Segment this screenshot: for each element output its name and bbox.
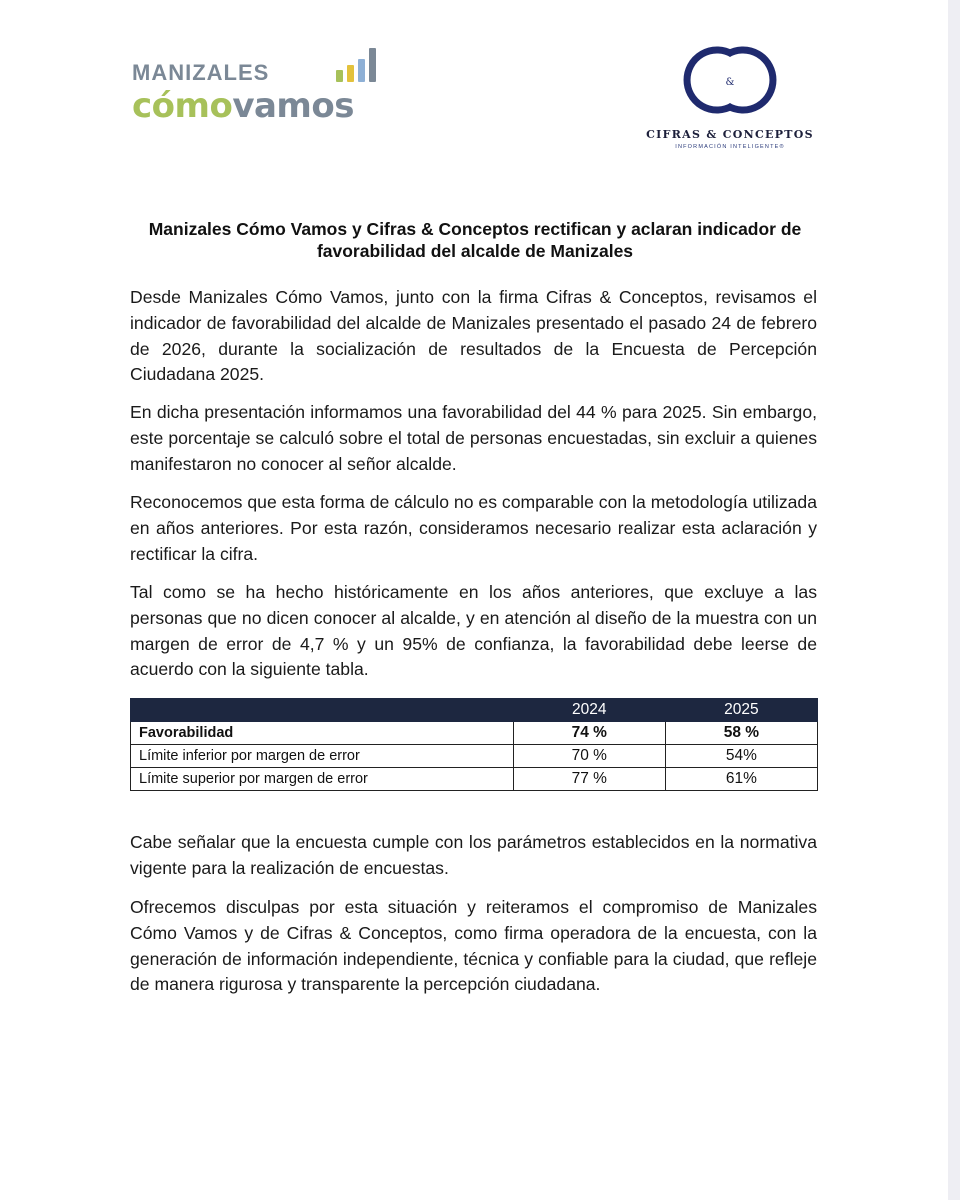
paragraph: Reconocemos que esta forma de cálculo no es comparable con la metodología utilizada en años anteriores. Por esta razón, consideramos necesario realizar esta aclaración y rectificar la cifra. [130, 492, 817, 564]
paragraph: Cabe señalar que la encuesta cumple con los parámetros establecidos en la normativa vigente para la realización de encuestas. [130, 832, 817, 878]
table-row [131, 722, 818, 745]
cell-2024: 70 % [513, 745, 665, 768]
document-title: Manizales Cómo Vamos y Cifras & Conceptos rectifican y aclaran indicador de favorabilidad del alcalde de Manizales [148, 219, 802, 261]
table-row [131, 768, 818, 791]
manizales-como-vamos-logo [132, 48, 392, 132]
cell-2024: 77 % [513, 768, 665, 791]
favorability-table [130, 698, 818, 791]
paragraph: Desde Manizales Cómo Vamos, junto con la firma Cifras & Conceptos, revisamos el indicador de favorabilidad del alcalde de Manizales presentado el pasado 24 de febrero de 2026, durante la socialización de resultados de la Encuesta de Percepción Ciudadana 2025. [130, 287, 817, 385]
row-label: Límite superior por margen de error [131, 768, 514, 791]
paragraph: En dicha presentación informamos una favorabilidad del 44 % para 2025. Sin embargo, este porcentaje se calculó sobre el total de personas encuestadas, sin excluir a quienes manifestaron no conocer al señor alcalde. [130, 402, 817, 474]
cifras-conceptos-logo [640, 36, 820, 156]
cc-brand-name: CIFRAS & CONCEPTOS [646, 128, 814, 141]
logo-como-vamos-text [132, 84, 354, 128]
column-header-2025: 2025 [665, 699, 817, 722]
table-row [131, 745, 818, 768]
logo-bar [369, 48, 376, 82]
logo-como-word: cómo [132, 86, 233, 126]
row-label: Favorabilidad [131, 722, 514, 745]
cc-tagline: INFORMACIÓN INTELIGENTE® [675, 144, 785, 150]
cell-2024: 74 % [513, 722, 665, 745]
paragraph: Tal como se ha hecho históricamente en los años anteriores, que excluye a las personas que no dicen conocer al alcalde, y en atención al diseño de la muestra con un margen de error de 4,7 % y un 95% de confianza, la favorabilidad debe leerse de acuerdo con la siguiente tabla. [130, 582, 817, 680]
cc-monogram-icon [670, 40, 790, 120]
cell-2025: 54% [665, 745, 817, 768]
logo-bar [347, 65, 354, 82]
cc-ampersand: & [725, 77, 735, 88]
table-header-row [131, 699, 818, 722]
paragraph: Ofrecemos disculpas por esta situación y reiteramos el compromiso de Manizales Cómo Vamos y de Cifras & Conceptos, como firma operadora de la encuesta, con la generación de información independiente, técnica y confiable para la ciudad, que refleje de manera rigurosa y transparente la percepción ciudadana. [130, 897, 817, 995]
cell-2025: 61% [665, 768, 817, 791]
page-edge-strip [948, 0, 960, 1200]
row-label: Límite inferior por margen de error [131, 745, 514, 768]
column-header-blank [131, 699, 514, 722]
logo-manizales-text: MANIZALES [132, 60, 270, 85]
logo-bar [336, 70, 343, 82]
logo-bar [358, 59, 365, 82]
cell-2025: 58 % [665, 722, 817, 745]
column-header-2024: 2024 [513, 699, 665, 722]
bar-chart-icon [336, 48, 386, 82]
logo-vamos-word: vamos [232, 86, 354, 126]
